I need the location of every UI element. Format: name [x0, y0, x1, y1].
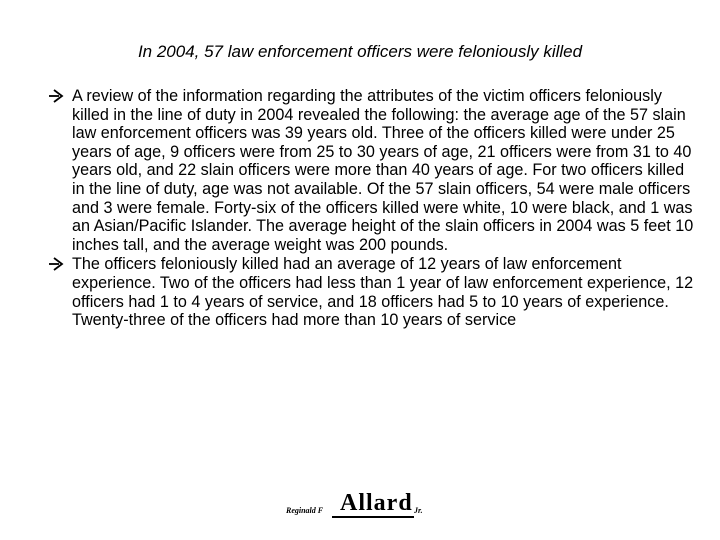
logo-wordmark: Allard	[340, 490, 413, 516]
bullet-text: The officers feloniously killed had an average of 12 years of law enforcement experience. Two of the officers had less than 1 year of law enforcement experience, 12 officers had 1 to 4 years of service, and 18 officers had 5 to 10 years of experience. Twenty-three of the officers had more than 10 years of service	[72, 255, 694, 330]
arrow-bullet-icon	[48, 256, 64, 272]
bullet-item-experience	[48, 255, 698, 329]
logo-suffix: Jr.	[414, 506, 423, 515]
bullet-text: A review of the information regarding the attributes of the victim officers feloniously killed in the line of duty in 2004 revealed the following: the average age of the 57 slain law enforcement officers was 39 years old. Three of the officers killed were under 25 years of age, 9 officers were from 25 to 30 years of age, 21 officers were from 31 to 40 years old, and 22 slain officers were more than 40 years of age. For two officers killed in the line of duty, age was not available. Of the 57 slain officers, 54 were male officers and 3 were female. Forty-six of the officers killed were white, 10 were black, and 1 was an Asian/Pacific Islander. The average height of the slain officers in 2004 was 5 feet 10 inches tall, and the average weight was 200 pounds.	[72, 87, 694, 254]
bullet-list	[48, 87, 698, 331]
slide-title: In 2004, 57 law enforcement officers were feloniously killed	[137, 42, 583, 61]
logo-first-name: Reginald F	[286, 506, 324, 515]
bullet-item-victim-attributes	[48, 87, 698, 254]
logo-underline	[332, 516, 414, 518]
arrow-bullet-icon	[48, 88, 64, 104]
footer-logo	[286, 490, 446, 524]
